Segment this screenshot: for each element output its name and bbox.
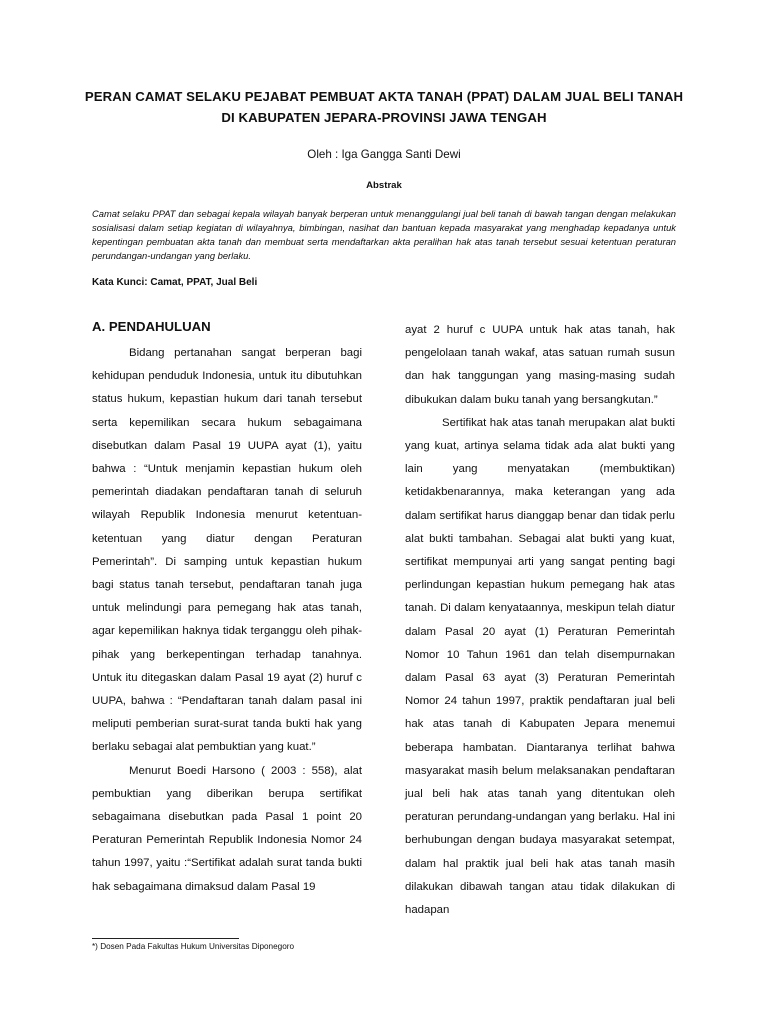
left-paragraph-1: Bidang pertanahan sangat berperan bagi kehidupan penduduk Indonesia, untuk itu dibutuhkan status hukum, kepastian hukum dari tanah tersebut serta kepemilikan secara hukum sebagaimana disebutkan dalam Pasal 19 UUPA ayat (1), yaitu bahwa : “Untuk menjamin kepastian hukum oleh pemerintah diadakan pendaftaran tanah di seluruh wilayah Republik Indonesia menurut ketentuan-ketentuan yang diatur dengan Peraturan Pemerintah”. Di samping untuk kepastian hukum bagi status tanah tersebut, pendaftaran tanah juga untuk melindungi para pemegang hak atas tanah, agar kepemilikan haknya tidak terganggu oleh pihak-pihak yang berkepentingan terhadap tanahnya. Untuk itu ditegaskan dalam Pasal 19 ayat (2) huruf c UUPA, bahwa : “Pendaftaran tanah dalam pasal ini meliputi pemberian surat-surat tanda bukti hak yang berlaku sebagai alat pembuktian yang kuat.” — [92, 347, 362, 754]
keywords-values: : Camat, PPAT, Jual Beli — [144, 277, 258, 288]
abstract-heading: Abstrak — [366, 180, 402, 191]
title-line-2: DI KABUPATEN JEPARA-PROVINSI JAWA TENGAH — [221, 110, 547, 125]
title-line-1: PERAN CAMAT SELAKU PEJABAT PEMBUAT AKTA TANAH (PPAT) DALAM JUAL BELI TANAH — [84, 89, 684, 104]
left-column — [92, 342, 362, 899]
section-heading: A. PENDAHULUAN — [92, 319, 211, 334]
keywords-label: Kata Kunci — [92, 277, 145, 288]
left-paragraph-2: Menurut Boedi Harsono ( 2003 : 558), alat pembuktian yang diberikan berupa sertifikat sebagaimana disebutkan pada Pasal 1 point 20 Peraturan Pemerintah Republik Indonesia Nomor 24 tahun 1997, yaitu :“Sertifikat adalah surat tanda bukti hak sebagaimana dimaksud dalam Pasal 19 — [92, 764, 362, 893]
footnote-divider — [92, 938, 239, 939]
right-paragraph-2: Sertifikat hak atas tanah merupakan alat bukti yang kuat, artinya selama tidak ada alat bukti yang lain yang menyatakan (membuktikan) ketidakbenarannya, maka keterangan yang ada dalam sertifikat harus dianggap benar dan tidak perlu alat bukti tambahan. Sebagai alat bukti yang kuat, sertifikat mempunyai arti yang sangat penting bagi perlindungan kepastian hukum pemegang hak atas tanah. Di dalam kenyataannya, meskipun telah diatur dalam Pasal 20 ayat (1) Peraturan Pemerintah Nomor 10 Tahun 1961 dan telah disempurnakan dalam Pasal 63 ayat (3) Peraturan Pemerintah Nomor 24 tahun 1997, praktik pendaftaran jual beli hak atas tanah di Kabupaten Jepara menemui beberapa hambatan. Diantaranya terlihat bahwa masyarakat masih belum melaksanakan pendaftaran jual beli hak atas tanah yang ditentukan oleh peraturan perundang-undangan yang berlaku. Hal ini berhubungan dengan budaya masyarakat setempat, dalam hal praktik jual beli hak atas tanah masih dilakukan dibawah tangan atau tidak dilakukan di hadapan — [405, 416, 675, 917]
abstract-text: Camat selaku PPAT dan sebagai kepala wilayah banyak berperan untuk menanggulangi jual beli tanah di bawah tangan dengan melakukan sosialisasi dalam setiap kegiatan di wilayahnya, bimbingan, nasihat dan bantuan kepada masyarakat yang menghadap kepadanya untuk kepentingan pembuatan akta tanah dan membuat serta mendaftarkan akta peralihan hak atas tanah tersebut sesuai ketentuan peraturan perundangan-undangan yang berlaku. — [92, 208, 676, 261]
right-column — [405, 319, 675, 922]
keywords — [92, 277, 676, 288]
right-paragraph-1: ayat 2 huruf c UUPA untuk hak atas tanah, hak pengelolaan tanah wakaf, atas satuan rumah susun dan hak tanggungan yang masing-masing sudah dibukukan dalam buku tanah yang bersangkutan.” — [405, 324, 675, 406]
author-line: Oleh : Iga Gangga Santi Dewi — [307, 148, 461, 161]
paper-title — [80, 86, 688, 128]
footnote: *) Dosen Pada Fakultas Hukum Universitas Diponegoro — [92, 942, 295, 951]
